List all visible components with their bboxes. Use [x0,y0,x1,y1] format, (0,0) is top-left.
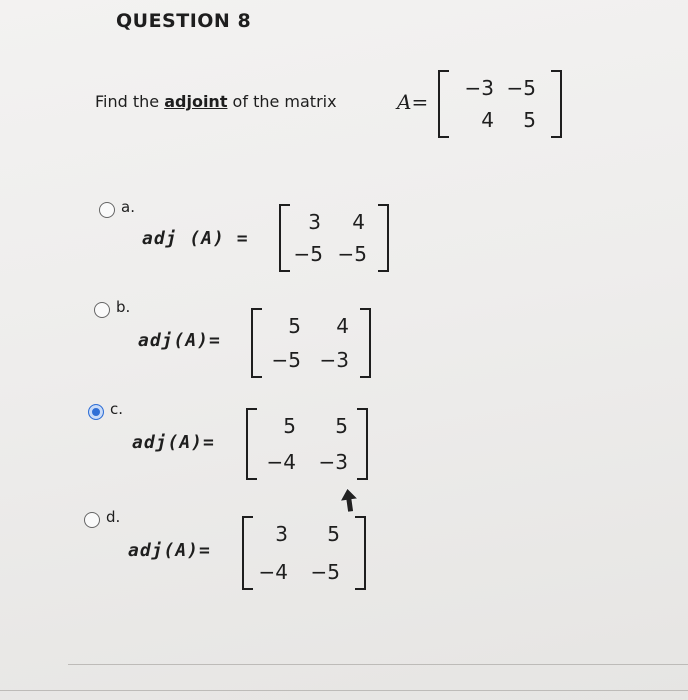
prompt-text-after: of the matrix [227,92,337,111]
option-a-label[interactable]: a. [121,198,135,216]
option-c-label[interactable]: c. [110,400,124,418]
matrix-cell: −5 [271,348,301,372]
option-c-expression: adj(A)= [132,432,215,453]
matrix-cell: 5 [523,108,536,132]
prompt-text-before: Find the [95,92,165,111]
bracket-right [360,308,371,378]
option-a-expression: adj (A) = [142,228,249,249]
matrix-cell: −3 [318,450,348,474]
bracket-right [355,516,366,590]
option-b-matrix [251,308,371,378]
matrix-cell: −5 [310,560,340,584]
option-c-matrix [246,408,368,480]
matrix-cell: −5 [293,242,323,266]
matrix-cell: −5 [337,242,367,266]
option-a-radio[interactable] [99,202,115,218]
bracket-left [279,204,290,272]
bracket-left [438,70,449,138]
matrix-cell: 5 [335,414,348,438]
matrix-cell: 5 [327,522,340,546]
bracket-right [378,204,389,272]
bracket-left [251,308,262,378]
option-b-label[interactable]: b. [116,298,131,316]
bracket-right [357,408,368,480]
option-b-radio[interactable] [94,302,110,318]
matrix-cell: 4 [352,210,365,234]
option-d-label[interactable]: d. [106,508,121,526]
matrix-cell: −5 [506,76,536,100]
divider [0,690,688,691]
option-b-expression: adj(A)= [138,330,221,351]
option-d-radio[interactable] [84,512,100,528]
matrix-cell: 5 [283,414,296,438]
matrix-cell: 5 [288,314,301,338]
matrix-cell: 4 [481,108,494,132]
matrix-cell: −4 [258,560,288,584]
option-a-matrix [279,204,389,272]
question-title: QUESTION 8 [116,10,252,32]
matrix-cell: 4 [336,314,349,338]
matrix-label: A= [397,90,429,114]
option-c-radio[interactable] [88,404,104,420]
matrix-cell: 3 [308,210,321,234]
mouse-pointer-icon [338,486,360,514]
matrix-cell: 3 [275,522,288,546]
option-d-matrix [242,516,366,590]
bracket-left [246,408,257,480]
question-prompt [95,92,337,111]
bracket-right [551,70,562,138]
matrix-cell: −3 [464,76,494,100]
question-matrix [438,70,562,138]
divider [68,664,688,665]
matrix-cell: −3 [319,348,349,372]
option-d-expression: adj(A)= [128,540,211,561]
bracket-left [242,516,253,590]
matrix-cell: −4 [266,450,296,474]
prompt-keyword: adjoint [164,92,228,111]
